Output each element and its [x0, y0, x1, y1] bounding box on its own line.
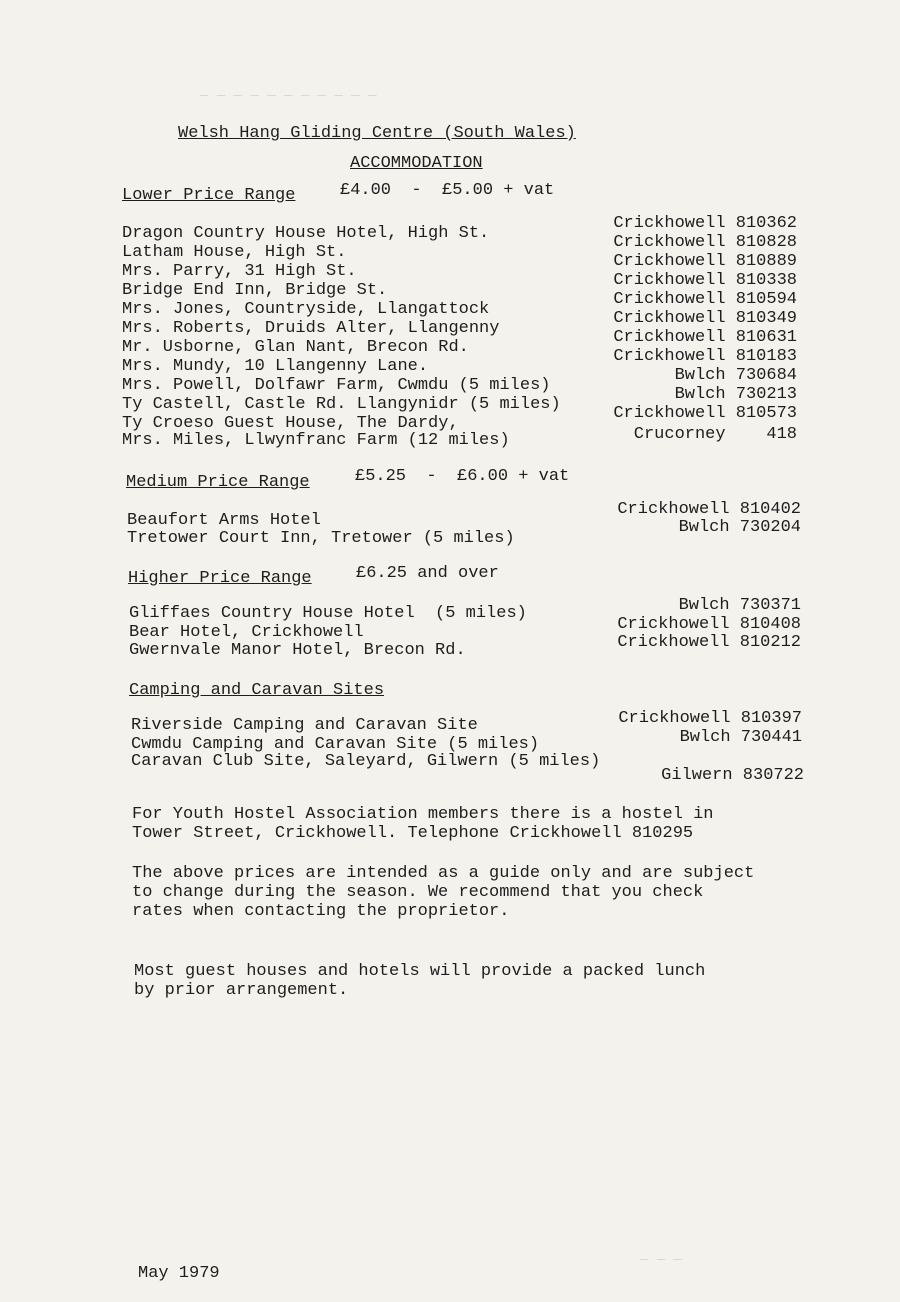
list-item-phone: Crickhowell 810349 [613, 309, 797, 328]
list-item-phone: Crickhowell 810828 [613, 233, 797, 252]
list-item-name: Mrs. Powell, Dolfawr Farm, Cwmdu (5 miles) [122, 376, 551, 395]
list-item-phone: Crickhowell 810212 [617, 633, 801, 652]
list-item-name: Mrs. Jones, Countryside, Llangattock [122, 300, 490, 319]
list-item-name: Mrs. Miles, Llwynfranc Farm (12 miles) [122, 431, 510, 450]
list-item-name: Gliffaes Country House Hotel (5 miles) [129, 604, 527, 623]
price-range-lower: £4.00 - £5.00 + vat [340, 181, 555, 200]
list-item-phone: Crickhowell 810573 [613, 404, 797, 423]
list-item-name: Riverside Camping and Caravan Site [131, 716, 478, 735]
price-range-higher: £6.25 and over [356, 564, 499, 583]
list-item-name: Latham House, High St. [122, 243, 347, 262]
list-item-name: Beaufort Arms Hotel [127, 511, 321, 530]
list-item-phone: Bwlch 730441 [679, 728, 802, 747]
document-date: May 1979 [138, 1264, 220, 1283]
document-title: Welsh Hang Gliding Centre (South Wales) [178, 124, 576, 143]
list-item-phone: Bwlch 730684 [674, 366, 797, 385]
list-item-phone: Crickhowell 810397 [618, 709, 802, 728]
list-item-name: Mrs. Parry, 31 High St. [122, 262, 357, 281]
list-item-phone: Crickhowell 810889 [613, 252, 797, 271]
hostel-note: For Youth Hostel Association members there is a hostel in Tower Street, Crickhowell. Telephone Crickhowell 810295 [132, 805, 714, 843]
section-heading-medium: Medium Price Range [126, 473, 310, 492]
list-item-phone: Crucorney 418 [633, 425, 797, 444]
list-item-phone: Crickhowell 810402 [617, 500, 801, 519]
section-heading-camping: Camping and Caravan Sites [129, 681, 385, 700]
packed-lunch-note: Most guest houses and hotels will provide a packed lunch by prior arrangement. [134, 962, 706, 1000]
list-item-name: Caravan Club Site, Saleyard, Gilwern (5 miles) [131, 752, 601, 771]
section-heading-higher: Higher Price Range [128, 569, 312, 588]
list-item-name: Gwernvale Manor Hotel, Brecon Rd. [129, 641, 466, 660]
list-item-phone: Crickhowell 810183 [613, 347, 797, 366]
document-subtitle: ACCOMMODATION [350, 154, 483, 173]
list-item-phone: Crickhowell 810631 [613, 328, 797, 347]
list-item-name: Tretower Court Inn, Tretower (5 miles) [127, 529, 515, 548]
list-item-phone: Crickhowell 810594 [613, 290, 797, 309]
list-item-phone: Crickhowell 810408 [617, 615, 801, 634]
list-item-phone: Crickhowell 810338 [613, 271, 797, 290]
section-heading-lower: Lower Price Range [122, 186, 296, 205]
list-item-name: Mrs. Mundy, 10 Llangenny Lane. [122, 357, 429, 376]
list-item-name: Ty Castell, Castle Rd. Llangynidr (5 miles) [122, 395, 561, 414]
show-through-text: — — — — — — — — — — — [200, 88, 377, 104]
list-item-name: Cwmdu Camping and Caravan Site (5 miles) [131, 735, 540, 754]
list-item-phone: Bwlch 730371 [678, 596, 801, 615]
show-through-text: — — — [640, 1252, 683, 1268]
list-item-name: Mrs. Roberts, Druids Alter, Llangenny [122, 319, 500, 338]
list-item-phone: Crickhowell 810362 [613, 214, 797, 233]
list-item-phone: Bwlch 730204 [678, 518, 801, 537]
list-item-name: Mr. Usborne, Glan Nant, Brecon Rd. [122, 338, 469, 357]
list-item-name: Bridge End Inn, Bridge St. [122, 281, 388, 300]
list-item-name: Bear Hotel, Crickhowell [129, 623, 364, 642]
price-disclaimer: The above prices are intended as a guide only and are subject to change during the season. We recommend that you check rates when contacting the proprietor. [132, 864, 755, 921]
list-item-phone: Gilwern 830722 [661, 766, 804, 785]
list-item-name: Dragon Country House Hotel, High St. [122, 224, 490, 243]
list-item-name: Ty Croeso Guest House, The Dardy, [122, 414, 459, 433]
price-range-medium: £5.25 - £6.00 + vat [355, 467, 570, 486]
list-item-phone: Bwlch 730213 [674, 385, 797, 404]
